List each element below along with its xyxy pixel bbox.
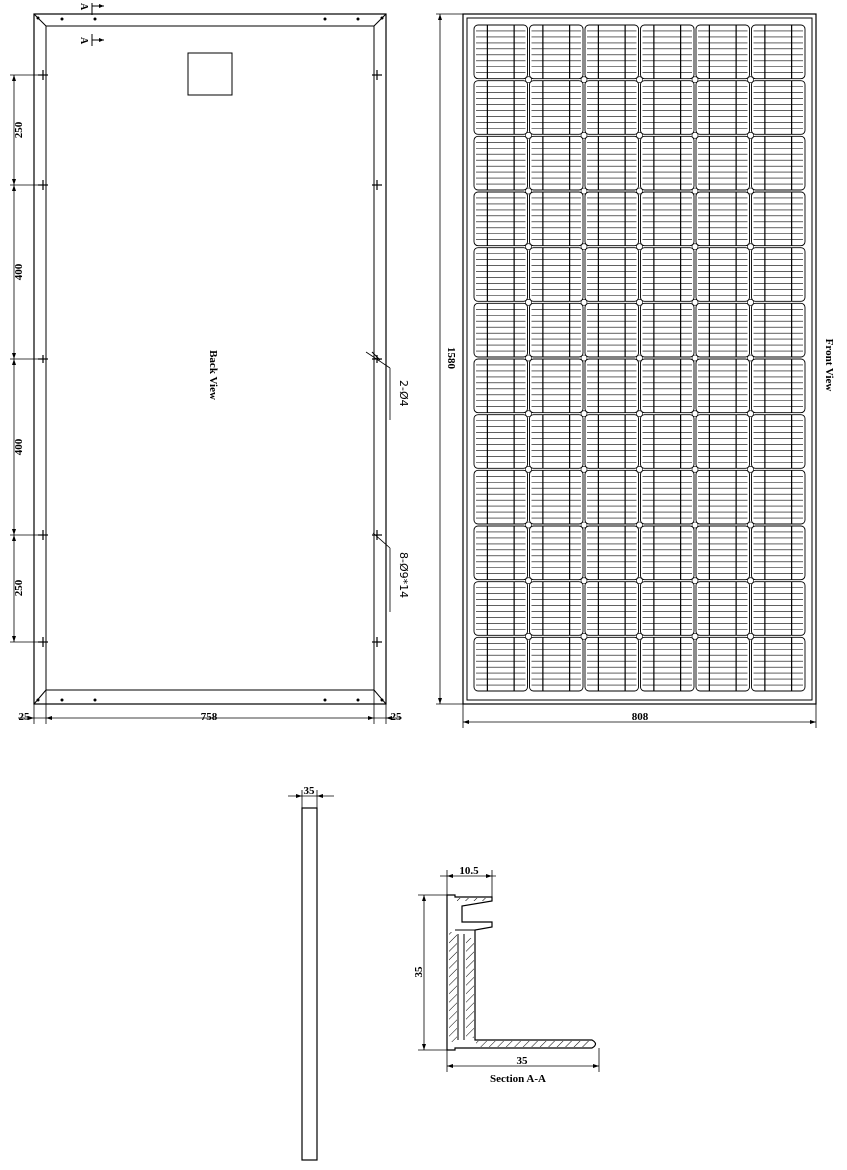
solar-cell	[474, 192, 528, 246]
solar-cell	[530, 526, 584, 580]
side-view	[288, 785, 334, 1160]
callout-mount-holes-text: 8-Ø9*14	[397, 552, 410, 599]
solar-cell	[752, 582, 806, 636]
solar-cell	[752, 81, 806, 135]
solar-cell	[474, 303, 528, 357]
solar-cell	[752, 359, 806, 413]
solar-cell	[696, 248, 750, 302]
solar-cell	[641, 470, 695, 524]
solar-cell	[641, 248, 695, 302]
side-profile	[302, 808, 317, 1160]
cell-junction-dot	[748, 188, 754, 194]
solar-cell	[641, 81, 695, 135]
cell-junction-dot	[692, 77, 698, 83]
cell-junction-dot	[526, 633, 532, 639]
cell-junction-dot	[692, 522, 698, 528]
cell-junction-dot	[748, 299, 754, 305]
solar-cell	[530, 248, 584, 302]
section-marker-top	[78, 3, 104, 15]
dim-width-back: 758	[200, 711, 218, 723]
dim-width-front: 808	[631, 711, 649, 723]
cell-junction-dot	[526, 188, 532, 194]
cell-junction-dot	[526, 355, 532, 361]
solar-cell	[585, 136, 639, 190]
solar-cell	[696, 136, 750, 190]
solar-cell	[752, 415, 806, 469]
cell-junction-dot	[748, 244, 754, 250]
back-view	[10, 3, 410, 724]
solar-cell	[641, 303, 695, 357]
cell-junction-dot	[637, 244, 643, 250]
dim-right-edge: 25	[390, 711, 402, 723]
solar-cell	[530, 415, 584, 469]
cell-junction-dot	[637, 77, 643, 83]
dim-left-edge: 25	[18, 711, 30, 723]
cell-junction-dot	[637, 355, 643, 361]
solar-cell	[530, 470, 584, 524]
solar-cell	[585, 81, 639, 135]
solar-cell	[474, 637, 528, 691]
solar-cell	[641, 637, 695, 691]
section-mark-a-top: A	[78, 3, 89, 11]
dim-section-lip: 10.5	[459, 865, 479, 877]
junction-box	[188, 53, 232, 95]
profile-hatch-base	[476, 1041, 590, 1047]
cell-junction-dot	[581, 411, 587, 417]
solar-cell	[474, 25, 528, 79]
cell-junction-dot	[748, 578, 754, 584]
cell-junction-dot	[526, 77, 532, 83]
solar-cell	[585, 582, 639, 636]
solar-cell	[585, 192, 639, 246]
cell-junction-dot	[637, 522, 643, 528]
profile-hatch-inner	[466, 938, 474, 1038]
solar-cell	[696, 81, 750, 135]
solar-cell	[530, 582, 584, 636]
cell-junction-dot	[637, 299, 643, 305]
cell-junction-dot	[692, 299, 698, 305]
profile-hatch-lip	[457, 898, 489, 901]
solar-cell	[530, 637, 584, 691]
solar-cell	[474, 470, 528, 524]
solar-cell	[696, 470, 750, 524]
dim-vertical-3: 400	[13, 438, 25, 456]
dim-side-thickness: 35	[303, 785, 315, 797]
cell-junction-dot	[526, 522, 532, 528]
cell-junction-dot	[692, 355, 698, 361]
cell-junction-dot	[526, 578, 532, 584]
cell-junction-dot	[692, 411, 698, 417]
solar-cell	[752, 526, 806, 580]
cell-junction-dot	[637, 132, 643, 138]
cell-junction-dot	[748, 466, 754, 472]
front-view-label: Front View	[823, 338, 835, 392]
solar-cell	[696, 303, 750, 357]
cell-junction-dot	[692, 244, 698, 250]
solar-cell	[530, 136, 584, 190]
cell-junction-dot	[581, 578, 587, 584]
solar-cell	[641, 526, 695, 580]
back-view-label: Back View	[207, 350, 219, 400]
solar-cell	[752, 637, 806, 691]
cell-junction-dot	[581, 466, 587, 472]
solar-cell	[474, 136, 528, 190]
front-view	[436, 14, 835, 728]
cell-junction-dot	[637, 466, 643, 472]
dim-vertical-2: 400	[13, 263, 25, 281]
solar-cell	[530, 25, 584, 79]
callout-small-holes	[366, 352, 410, 420]
solar-cell	[752, 25, 806, 79]
solar-cell	[641, 582, 695, 636]
cell-junction-dot	[526, 411, 532, 417]
solar-cell	[585, 25, 639, 79]
solar-cell	[641, 136, 695, 190]
solar-cell	[585, 359, 639, 413]
cell-junction-dot	[748, 522, 754, 528]
section-a-a	[413, 865, 599, 1085]
dim-section-width: 35	[516, 1055, 528, 1067]
cell-junction-dot	[581, 522, 587, 528]
section-mark-a-bottom: A	[78, 37, 89, 45]
solar-cell	[530, 303, 584, 357]
cell-junction-dot	[637, 633, 643, 639]
solar-cell	[585, 526, 639, 580]
cell-junction-dot	[692, 466, 698, 472]
dim-section-height: 35	[413, 966, 425, 978]
dim-vertical-1: 250	[13, 121, 25, 139]
cell-junction-dot	[748, 77, 754, 83]
solar-cell	[474, 582, 528, 636]
solar-cell	[752, 248, 806, 302]
solar-cell	[696, 25, 750, 79]
solar-cell	[585, 637, 639, 691]
solar-cell	[585, 415, 639, 469]
cell-junction-dot	[637, 411, 643, 417]
solar-cell	[474, 81, 528, 135]
solar-cell	[474, 248, 528, 302]
cell-junction-dot	[748, 132, 754, 138]
section-marker-bottom	[78, 34, 104, 46]
back-frame-corner-tl	[34, 14, 46, 26]
solar-cell	[474, 359, 528, 413]
solar-cell	[474, 415, 528, 469]
solar-cell	[641, 192, 695, 246]
callout-small-holes-text: 2-Ø4	[397, 380, 410, 407]
solar-cell	[474, 526, 528, 580]
solar-cell	[530, 81, 584, 135]
solar-cell	[530, 192, 584, 246]
cell-junction-dot	[748, 411, 754, 417]
solar-cell-grid	[474, 25, 805, 691]
solar-cell	[585, 248, 639, 302]
solar-cell	[696, 192, 750, 246]
solar-cell	[641, 415, 695, 469]
solar-cell	[696, 637, 750, 691]
cell-junction-dot	[581, 77, 587, 83]
solar-cell	[696, 582, 750, 636]
cell-junction-dot	[581, 244, 587, 250]
cell-junction-dot	[637, 188, 643, 194]
solar-cell	[530, 359, 584, 413]
back-frame-corner-bl	[34, 690, 46, 704]
cell-junction-dot	[581, 633, 587, 639]
cell-junction-dot	[748, 355, 754, 361]
solar-cell	[696, 415, 750, 469]
solar-cell	[641, 359, 695, 413]
cell-junction-dot	[526, 132, 532, 138]
solar-cell	[641, 25, 695, 79]
solar-cell	[752, 470, 806, 524]
solar-cell	[752, 136, 806, 190]
cell-junction-dot	[581, 299, 587, 305]
solar-cell	[696, 526, 750, 580]
cell-junction-dot	[581, 355, 587, 361]
back-frame-corner-br	[374, 690, 386, 704]
cell-junction-dot	[526, 299, 532, 305]
dim-height-front: 1580	[445, 347, 457, 369]
profile-hatch-wall	[449, 932, 457, 1042]
solar-cell	[696, 359, 750, 413]
solar-cell	[752, 192, 806, 246]
cell-junction-dot	[526, 244, 532, 250]
cell-junction-dot	[581, 132, 587, 138]
back-frame-corner-tr	[374, 14, 386, 26]
cell-junction-dot	[692, 132, 698, 138]
cell-junction-dot	[692, 633, 698, 639]
cell-junction-dot	[692, 578, 698, 584]
cell-junction-dot	[637, 578, 643, 584]
solar-cell	[585, 303, 639, 357]
section-title: Section A-A	[490, 1073, 546, 1085]
cell-junction-dot	[692, 188, 698, 194]
cell-junction-dot	[581, 188, 587, 194]
dim-vertical-4: 250	[13, 579, 25, 597]
solar-cell	[752, 303, 806, 357]
cell-junction-dot	[526, 466, 532, 472]
solar-cell	[585, 470, 639, 524]
callout-mount-holes	[373, 533, 410, 612]
cell-junction-dot	[748, 633, 754, 639]
